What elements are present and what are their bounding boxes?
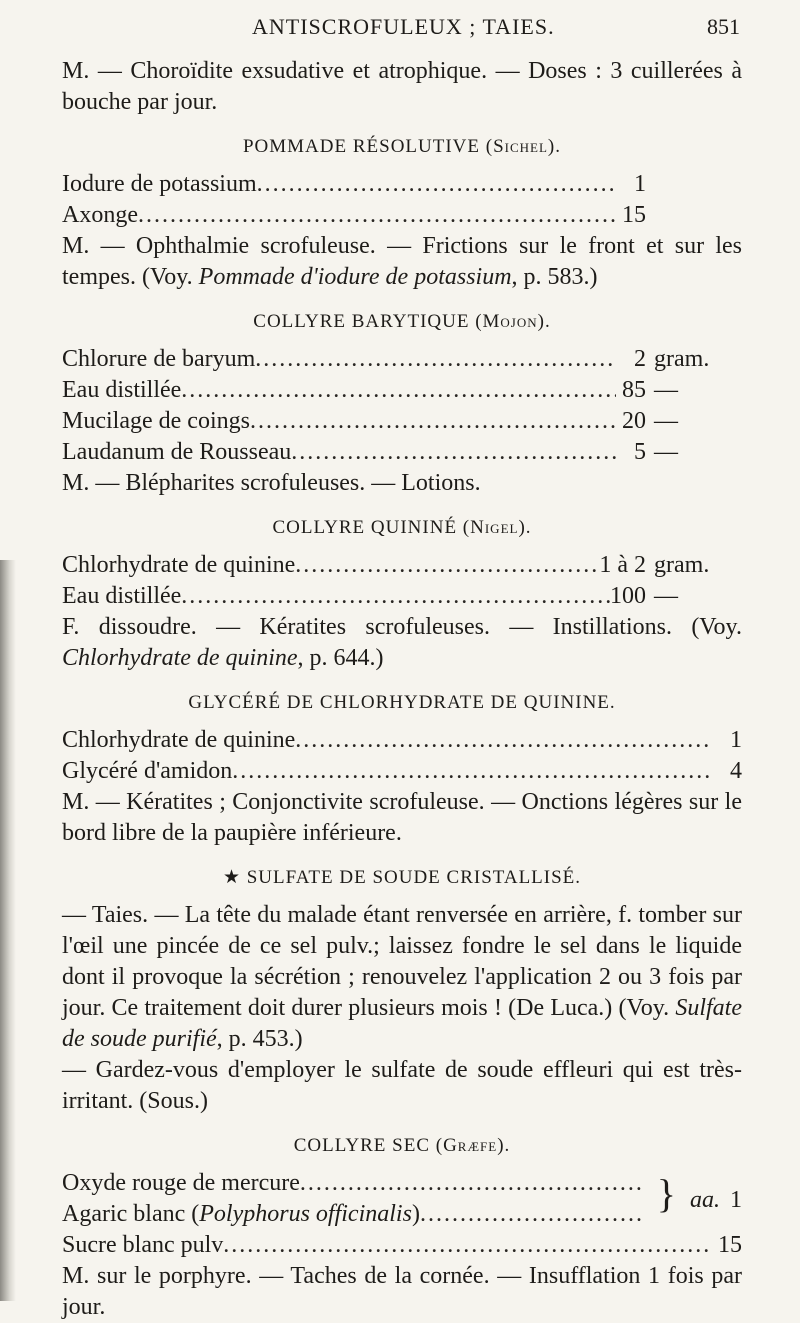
- italic-reference: Pommade d'iodure de potassium: [198, 264, 512, 290]
- ingredient-name: Chlorhydrate de quinine: [62, 552, 296, 578]
- ingredient-unit: gram.: [654, 346, 710, 372]
- ingredient-qty: 1 à 2: [599, 552, 646, 578]
- paragraph: M. — Blépharites scrofuleuses. — Lotions.: [62, 470, 481, 496]
- ingredient-name: Axonge: [62, 202, 138, 228]
- leader-dots: [295, 550, 599, 581]
- ingredient-qty: 85: [622, 377, 646, 403]
- leader-dots: [255, 344, 616, 375]
- ingredient-qty: 1: [634, 171, 646, 197]
- recipe-title-text: SULFATE DE SOUDE CRISTALLISÉ.: [246, 867, 582, 888]
- ingredient-row: [62, 375, 742, 406]
- ingredient-qty: 4: [730, 758, 742, 784]
- recipe-title: GLYCÉRÉ DE CHLORHYDRATE DE QUININE.: [188, 692, 616, 713]
- brace-annotation: [656, 1171, 742, 1216]
- text-run: — Taies. — La tête du malade étant renversée en arrière, f. tomber sur l'œil une pincée de ce sel pulv.; laissez fondre le sel dans le liquide dont il provoque la sécrétion ; renouvelez l'application 2 ou 3 fois par jour. Ce traitement doit durer plusieurs mois ! (De Luca.) (Voy.: [62, 902, 742, 1021]
- ingredient-name: Eau distillée: [62, 377, 182, 403]
- ingredient-row: [62, 1168, 742, 1199]
- text-run: M. — Ophthalmie scrofuleuse. — Frictions sur le front et sur les tempes. (Voy.: [62, 233, 742, 290]
- text-run: Agaric blanc (: [62, 1201, 200, 1227]
- ingredient-row: [62, 406, 742, 437]
- ingredient-row: [62, 725, 742, 756]
- ingredient-name: Glycéré d'amidon: [62, 758, 233, 784]
- leader-dots: [291, 437, 616, 468]
- running-title: ANTISCROFULEUX ; TAIES.: [252, 14, 555, 39]
- star-icon: ★: [222, 867, 241, 888]
- ingredient-qty: 15: [622, 202, 646, 228]
- recipe-title: COLLYRE BARYTIQUE (Mojon).: [253, 311, 551, 332]
- ingredient-row: [62, 200, 742, 231]
- recipe-title: COLLYRE SEC (Græfe).: [293, 1135, 511, 1156]
- ingredient-name: [62, 1199, 420, 1230]
- paragraph: [62, 612, 742, 674]
- ingredient-unit: —: [654, 583, 678, 609]
- ingredient-row: [62, 169, 742, 200]
- ingredient-qty: 15: [718, 1232, 742, 1258]
- ingredient-unit: —: [654, 439, 678, 465]
- ingredient-qty: 1: [730, 1187, 742, 1213]
- ingredient-qty: 2: [634, 346, 646, 372]
- paragraph: M. — Kératites ; Conjonctivite scrofuleuse. — Onctions légères sur le bord libre de la paupière inférieure.: [62, 789, 742, 846]
- recipe-title: [62, 862, 742, 893]
- page-body: [62, 56, 742, 1323]
- paragraph: [62, 231, 742, 293]
- paragraph: [62, 900, 742, 1055]
- binding-shadow: [0, 560, 16, 1301]
- leader-dots: [300, 1168, 642, 1199]
- paragraph: — Gardez-vous d'employer le sulfate de soude effleuri qui est très-irritant. (Sous.): [62, 1057, 742, 1114]
- ingredient-name: Iodure de potassium: [62, 171, 257, 197]
- ingredient-name: Sucre blanc pulv: [62, 1232, 224, 1258]
- paragraph: M. sur le porphyre. — Taches de la cornée. — Insufflation 1 fois par jour.: [62, 1263, 742, 1320]
- ingredient-group: [62, 1168, 742, 1230]
- leader-dots: [223, 1230, 712, 1261]
- text-run: F. dissoudre. — Kératites scrofuleuses. — Instillations. (Voy.: [62, 614, 742, 640]
- ingredient-qty: 5: [634, 439, 646, 465]
- text-run: , p. 453.): [216, 1026, 303, 1052]
- ingredient-row: [62, 1230, 742, 1261]
- leader-dots: [257, 169, 616, 200]
- italic-latin-name: Polyphorus officinalis: [199, 1201, 412, 1227]
- ingredient-qty: 100: [610, 583, 646, 609]
- text-run: , p. 644.): [297, 645, 384, 671]
- leader-dots: [420, 1199, 642, 1230]
- ingredient-unit: gram.: [654, 552, 710, 578]
- page-header: [62, 14, 740, 44]
- text-run: ): [411, 1201, 420, 1227]
- paragraph: M. — Choroïdite exsudative et atrophique. — Doses : 3 cuillerées à bouche par jour.: [62, 58, 742, 115]
- leader-dots: [295, 725, 712, 756]
- leader-dots: [181, 581, 610, 612]
- ingredient-name: Chlorhydrate de quinine: [62, 727, 296, 753]
- ingredient-name: Oxyde rouge de mercure: [62, 1170, 300, 1196]
- ingredient-qty: 1: [730, 727, 742, 753]
- recipe-title: POMMADE RÉSOLUTIVE (Sichel).: [242, 136, 562, 157]
- recipe-title: COLLYRE QUININÉ (Nigel).: [272, 517, 532, 538]
- leader-dots: [250, 406, 616, 437]
- ingredient-name: Chlorure de baryum: [62, 346, 256, 372]
- ingredient-row: [62, 756, 742, 787]
- brace-symbol: }: [656, 1171, 676, 1216]
- italic-reference: Chlorhydrate de quinine: [62, 645, 298, 671]
- ingredient-name: Laudanum de Rousseau: [62, 439, 292, 465]
- leader-dots: [181, 375, 616, 406]
- ingredient-name: Mucilage de coings: [62, 408, 250, 434]
- ingredient-name: Eau distillée: [62, 583, 182, 609]
- page-number: 851: [707, 14, 740, 39]
- ingredient-row: [62, 344, 742, 375]
- ingredient-unit: —: [654, 408, 678, 434]
- ingredient-row: [62, 550, 742, 581]
- leader-dots: [232, 756, 712, 787]
- leader-dots: [138, 200, 616, 231]
- ingredient-qty: 20: [622, 408, 646, 434]
- ingredient-row: [62, 581, 742, 612]
- ingredient-unit: —: [654, 377, 678, 403]
- ingredient-row: [62, 1199, 742, 1230]
- italic-reference: Sulfate de soude purifié: [62, 995, 742, 1052]
- aa-abbrev: aa.: [690, 1187, 720, 1213]
- text-run: , p. 583.): [511, 264, 598, 290]
- ingredient-row: [62, 437, 742, 468]
